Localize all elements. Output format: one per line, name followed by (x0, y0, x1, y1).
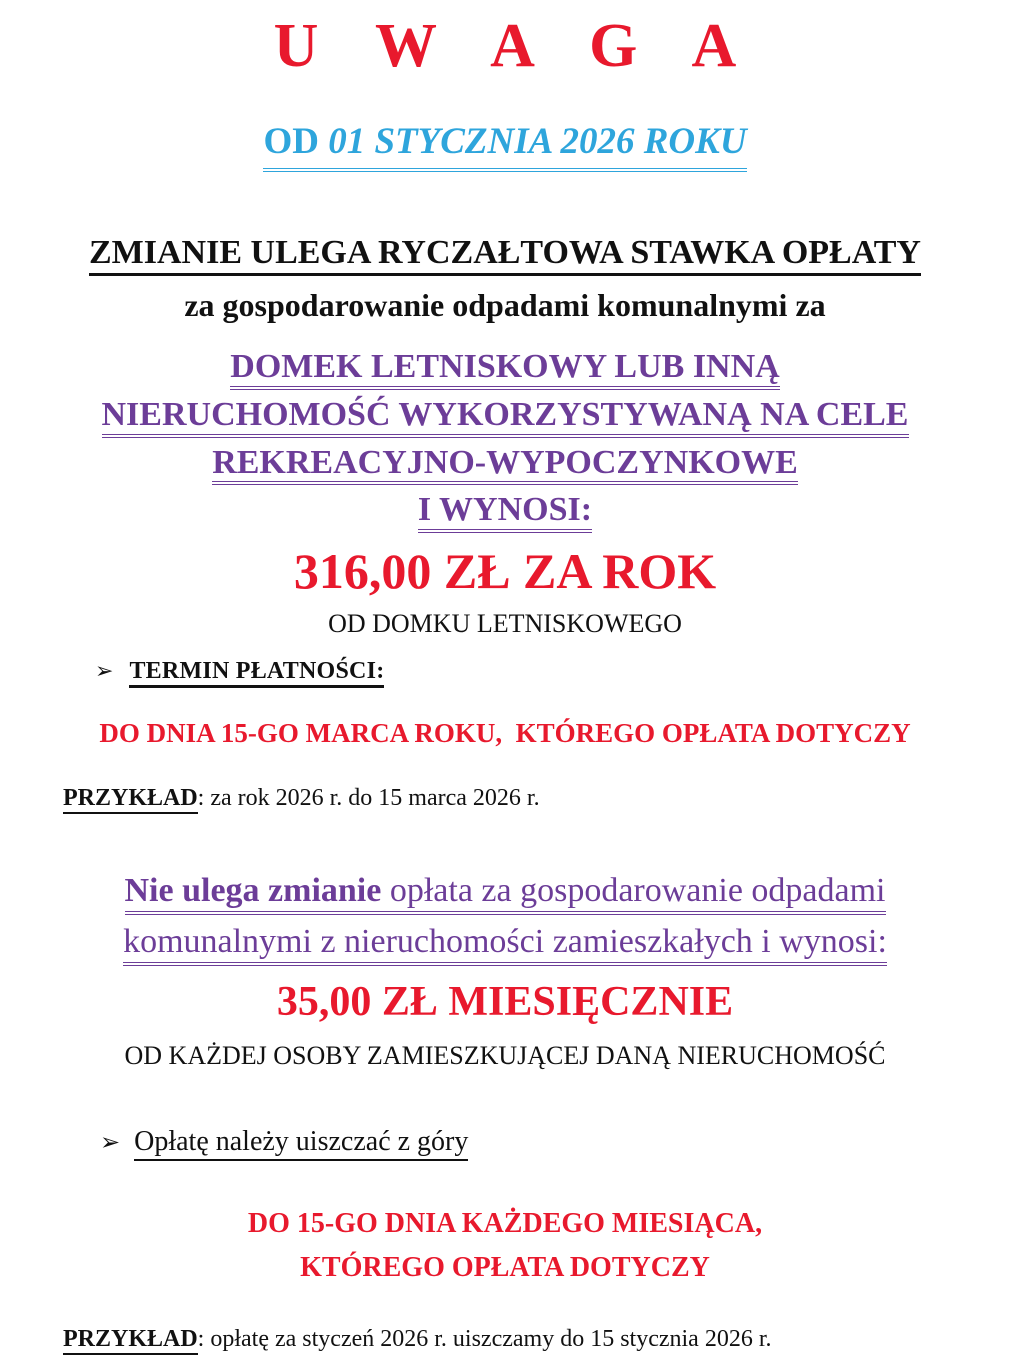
effective-date-line (0, 122, 1010, 172)
annual-fee-note: OD DOMKU LETNISKOWEGO (328, 608, 682, 638)
effective-date-value: 01 STYCZNIA 2026 ROKU (328, 121, 747, 162)
monthly-example-label: PRZYKŁAD (63, 1326, 198, 1355)
annual-fee-amount: 316,00 ZŁ ZA ROK (293, 543, 717, 600)
residential-intro-line (0, 924, 1010, 966)
change-heading: ZMIANIE ULEGA RYCZAŁTOWA STAWKA OPŁATY (89, 234, 921, 276)
annual-deadline-text: DO DNIA 15-GO MARCA ROKU, KTÓREGO OPŁATA DOTYCZY (99, 718, 911, 749)
property-type-line (0, 397, 1010, 438)
arrow-bullet-icon: ➢ (100, 1130, 121, 1157)
residential-intro-line-2: komunalnymi z nieruchomości zamieszkałych i wynosi: (123, 924, 887, 966)
change-heading-line (0, 234, 1010, 276)
monthly-example-line (63, 1326, 1010, 1352)
advance-payment-heading (100, 1126, 1010, 1158)
residential-intro-line-1 (125, 873, 886, 915)
monthly-deadline-line-1: DO 15-GO DNIA KAŻDEGO MIESIĄCA, (247, 1208, 763, 1240)
monthly-fee-note: OD KAŻDEJ OSOBY ZAMIESZKUJĄCEJ DANĄ NIERUCHOMOŚĆ (124, 1040, 886, 1070)
residential-intro-line (0, 873, 1010, 915)
property-type-line-4: I WYNOSI: (418, 492, 592, 533)
payment-deadline-label: TERMIN PŁATNOŚCI: (129, 658, 384, 688)
arrow-bullet-icon: ➢ (95, 658, 114, 684)
property-type-line (0, 445, 1010, 486)
payment-deadline-heading (95, 658, 1010, 685)
monthly-deadline-text (0, 1202, 1010, 1290)
monthly-fee-amount: 35,00 ZŁ MIESIĘCZNIE (276, 978, 734, 1025)
advance-payment-label: Opłatę należy uiszczać z góry (134, 1126, 468, 1161)
monthly-example-text: : opłatę za styczeń 2026 r. uiszczamy do 15 stycznia 2026 r. (197, 1326, 772, 1353)
residential-intro-rest: opłata za gospodarowanie odpadami (381, 872, 886, 910)
annual-example-label: PRZYKŁAD (63, 785, 198, 814)
change-subheading: za gospodarowanie odpadami komunalnymi za (184, 287, 826, 324)
property-type-line-1: DOMEK LETNISKOWY LUB INNĄ (230, 349, 779, 390)
effective-date-prefix: OD (263, 121, 329, 162)
property-type-line (0, 349, 1010, 390)
monthly-deadline-line-2: KTÓREGO OPŁATA DOTYCZY (300, 1252, 710, 1284)
residential-intro-bold: Nie ulega zmianie (124, 872, 382, 910)
annual-example-line (63, 785, 1010, 811)
effective-date (263, 122, 746, 172)
property-type-line-2: NIERUCHOMOŚĆ WYKORZYSTYWANĄ NA CELE (102, 397, 909, 438)
property-type-block (0, 349, 1010, 533)
page-title: U W A G A (273, 12, 758, 80)
annual-example-text: : za rok 2026 r. do 15 marca 2026 r. (197, 784, 540, 811)
property-type-line-3: REKREACYJNO-WYPOCZYNKOWE (212, 445, 798, 486)
property-type-line (0, 492, 1010, 533)
residential-intro-block (0, 873, 1010, 965)
